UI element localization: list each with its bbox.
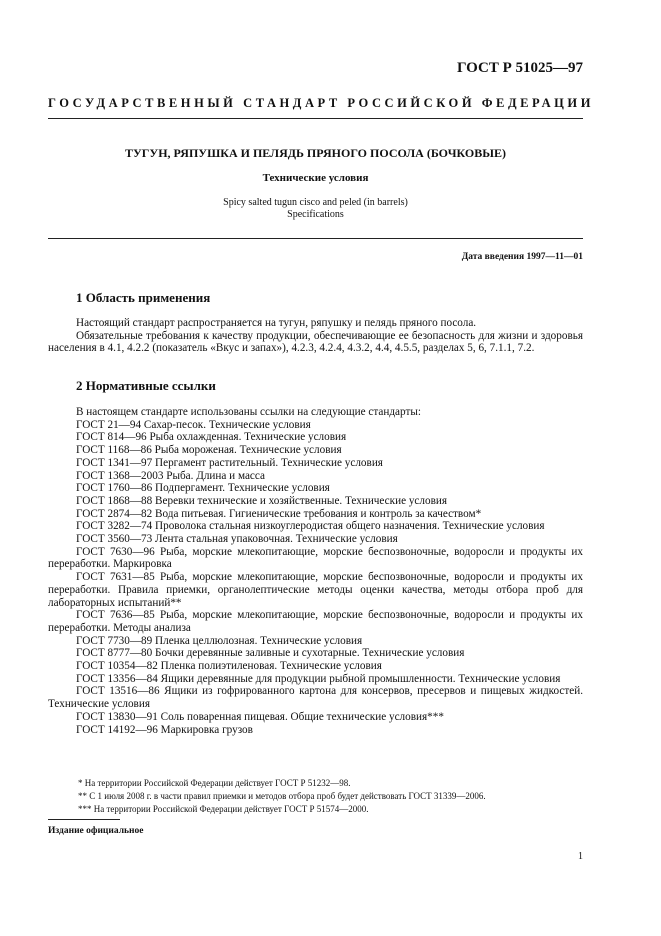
page-number: 1 xyxy=(578,851,583,862)
reference-item: ГОСТ 13516—86 Ящики из гофрированного картона для консервов, пресервов и пищевых жидкостей. Технические условия xyxy=(48,685,583,711)
reference-item: ГОСТ 7636—85 Рыба, морские млекопитающие, морские беспозвоночные, водоросли и продукты их переработки. Методы анализа xyxy=(48,609,583,634)
reference-item: ГОСТ 1760—86 Подпергамент. Технические условия xyxy=(76,482,330,495)
section-1-heading: 1 Область применения xyxy=(76,290,211,305)
section-1-body xyxy=(48,317,583,355)
reference-item: ГОСТ 2874—82 Вода питьевая. Гигиенические требования и контроль за качеством* xyxy=(76,507,482,520)
footnotes xyxy=(48,777,583,816)
introduction-date: Дата введения 1997—11—01 xyxy=(461,252,583,262)
section-2-intro: В настоящем стандарте использованы ссылки на следующие стандарты: xyxy=(76,406,421,418)
standard-code: ГОСТ Р 51025—97 xyxy=(456,60,583,76)
english-title xyxy=(48,197,583,221)
edition-label: Издание официальное xyxy=(48,826,144,836)
reference-item: ГОСТ 7730—89 Пленка целлюлозная. Технические условия xyxy=(76,634,363,647)
reference-item: ГОСТ 1868—88 Веревки технические и хозяйственные. Технические условия xyxy=(76,494,447,507)
reference-item: ГОСТ 13830—91 Соль поваренная пищевая. Общие технические условия*** xyxy=(76,710,444,723)
footnote-rule xyxy=(48,819,120,820)
reference-item: ГОСТ 8777—80 Бочки деревянные заливные и сухотарные. Технические условия xyxy=(76,647,465,660)
section-1-paragraph-1: Настоящий стандарт распространяется на тугун, ряпушку и пелядь пряного посола. xyxy=(76,317,477,329)
section-2-heading: 2 Нормативные ссылки xyxy=(76,378,216,393)
middle-rule xyxy=(48,238,583,239)
reference-item: ГОСТ 10354—82 Пленка полиэтиленовая. Технические условия xyxy=(76,660,382,673)
footnote: * На территории Российской Федерации действует ГОСТ Р 51232—98. xyxy=(78,778,351,788)
reference-item: ГОСТ 3282—74 Проволока стальная низкоуглеродистая общего назначения. Технические условия xyxy=(76,520,545,533)
reference-item: ГОСТ 1341—97 Пергамент растительный. Технические условия xyxy=(76,456,383,469)
reference-item: ГОСТ 14192—96 Маркировка грузов xyxy=(76,723,253,736)
reference-item: ГОСТ 814—96 Рыба охлажденная. Технические условия xyxy=(76,431,347,444)
document-subtitle: Технические условия xyxy=(262,172,369,184)
top-rule xyxy=(48,118,583,119)
reference-item: ГОСТ 21—94 Сахар-песок. Технические условия xyxy=(76,418,311,431)
reference-item: ГОСТ 1368—2003 Рыба. Длина и масса xyxy=(76,469,265,482)
section-2-body xyxy=(48,406,583,736)
reference-item: ГОСТ 7631—85 Рыба, морские млекопитающие, морские беспозвоночные, водоросли и продукты их переработки. Правила приемки, органолептические методы оценки качества, методы отбора проб для лабораторных испытаний** xyxy=(48,571,583,609)
reference-item: ГОСТ 7630—96 Рыба, морские млекопитающие, морские беспозвоночные, водоросли и продукты их переработки. Маркировка xyxy=(48,545,583,571)
document-title: ТУГУН, РЯПУШКА И ПЕЛЯДЬ ПРЯНОГО ПОСОЛА (БОЧКОВЫЕ) xyxy=(124,146,507,160)
english-title-line-1: Spicy salted tugun cisco and peled (in barrels) xyxy=(223,197,408,208)
english-title-line-2: Specifications xyxy=(287,209,344,220)
footnote: ** С 1 июля 2008 г. в части правил приемки и методов отбора проб будет действовать ГОСТ 31339—2006. xyxy=(78,791,486,801)
reference-item: ГОСТ 1168—86 Рыба мороженая. Технические условия xyxy=(76,444,342,457)
footnote: *** На территории Российской Федерации действует ГОСТ Р 51574—2000. xyxy=(78,804,369,814)
standard-header: ГОСУДАРСТВЕННЫЙ СТАНДАРТ РОССИЙСКОЙ ФЕДЕРАЦИИ xyxy=(48,96,594,110)
reference-item: ГОСТ 3560—73 Лента стальная упаковочная. Технические условия xyxy=(76,533,398,546)
reference-item: ГОСТ 13356—84 Ящики деревянные для продукции рыбной промышленности. Технические условия xyxy=(76,672,561,685)
section-1-paragraph-2: Обязательные требования к качеству продукции, обеспечивающие ее безопасность для жизни и здоровья населения в 4.1, 4.2.2 (показатель «Вкус и запах»), 4.2.3, 4.2.4, 4.3.2, 4.4, 4.5.5, разделах 5, 6, 7.1.1, 7.2. xyxy=(48,329,583,355)
